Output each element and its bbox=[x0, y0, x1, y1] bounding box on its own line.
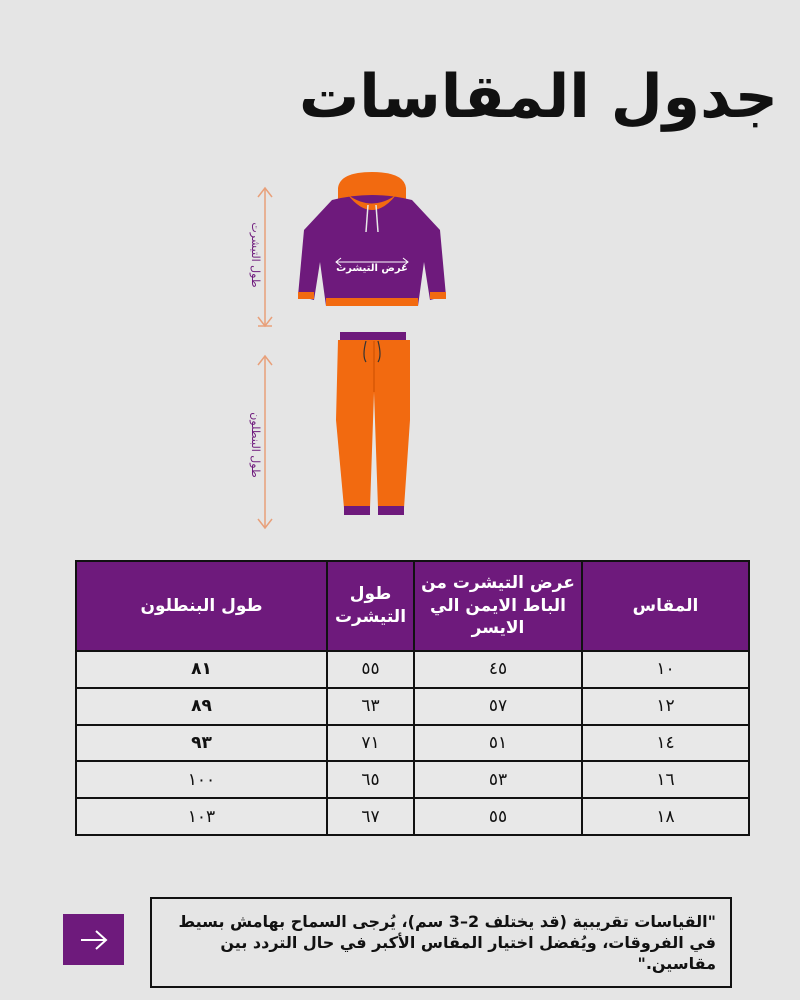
sizing-note: "القياسات تقريبية (قد يختلف 2–3 سم)، يُرجى السماح بهامش بسيط في الفروقات، ويُفضل اختيار المقاس الأكبر في حال التردد بين مقاسين." bbox=[150, 897, 732, 988]
cell-size: ١٠ bbox=[582, 651, 749, 688]
cell-shirt-width: ٥٥ bbox=[414, 798, 582, 835]
cell-pants-length: ١٠٣ bbox=[76, 798, 327, 835]
cell-shirt-width: ٥١ bbox=[414, 725, 582, 762]
arrow-right-icon bbox=[79, 929, 109, 951]
cell-size: ١٨ bbox=[582, 798, 749, 835]
cell-shirt-width: ٥٧ bbox=[414, 688, 582, 725]
cell-pants-length: ٩٣ bbox=[76, 725, 327, 762]
cell-pants-length: ٨١ bbox=[76, 651, 327, 688]
cell-pants-length: ١٠٠ bbox=[76, 761, 327, 798]
header-shirt-width: عرض التيشرت من الباط الايمن الي الايسر bbox=[414, 561, 582, 651]
shirt-width-label: عرض التيشرت bbox=[336, 263, 408, 274]
header-shirt-length: طول التيشرت bbox=[327, 561, 414, 651]
header-pants-length: طول البنطلون bbox=[76, 561, 327, 651]
cell-shirt-width: ٥٣ bbox=[414, 761, 582, 798]
shirt-length-label: طول التيشرت bbox=[249, 222, 262, 288]
pants-length-label: طول البنطلون bbox=[249, 412, 262, 478]
cell-shirt-length: ٧١ bbox=[327, 725, 414, 762]
cell-size: ١٤ bbox=[582, 725, 749, 762]
cell-size: ١٢ bbox=[582, 688, 749, 725]
table-row bbox=[76, 798, 749, 835]
size-table bbox=[75, 560, 750, 836]
header-size: المقاس bbox=[582, 561, 749, 651]
cell-pants-length: ٨٩ bbox=[76, 688, 327, 725]
cell-shirt-length: ٥٥ bbox=[327, 651, 414, 688]
table-header-row bbox=[76, 561, 749, 651]
table-row bbox=[76, 725, 749, 762]
cell-shirt-length: ٦٧ bbox=[327, 798, 414, 835]
table-row bbox=[76, 761, 749, 798]
next-button[interactable] bbox=[63, 914, 124, 965]
table-row bbox=[76, 688, 749, 725]
pants-icon bbox=[336, 332, 410, 515]
cell-shirt-width: ٤٥ bbox=[414, 651, 582, 688]
hoodie-icon bbox=[298, 172, 446, 306]
page-title: جدول المقاسات bbox=[298, 62, 778, 132]
table-row bbox=[76, 651, 749, 688]
cell-size: ١٦ bbox=[582, 761, 749, 798]
cell-shirt-length: ٦٥ bbox=[327, 761, 414, 798]
cell-shirt-length: ٦٣ bbox=[327, 688, 414, 725]
